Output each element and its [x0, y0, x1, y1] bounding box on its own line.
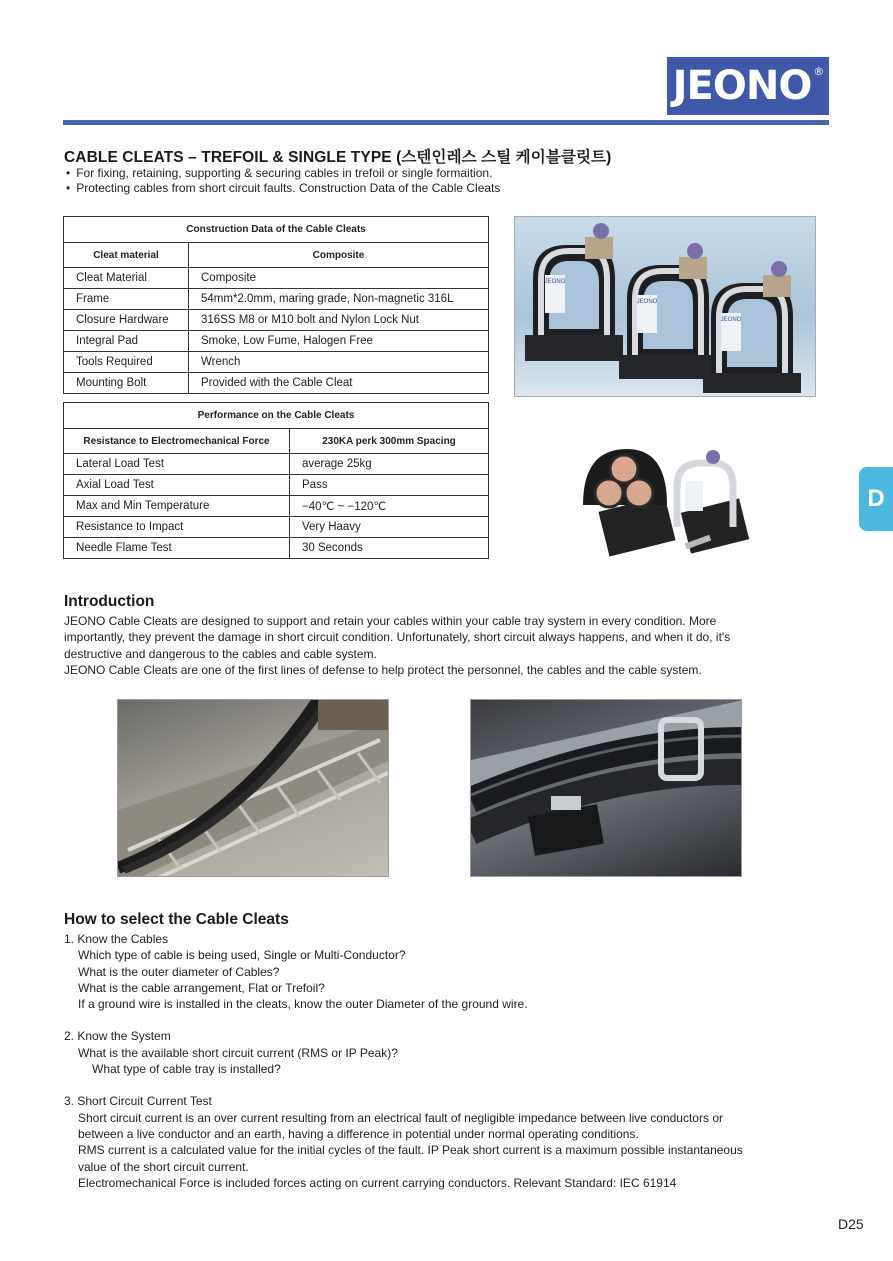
- step-line: between a live conductor and an earth, having a difference in potential under normal operating conditions.: [78, 1126, 639, 1141]
- cleat-label: JEONO: [636, 299, 658, 305]
- introduction-heading: Introduction: [64, 593, 155, 610]
- bullet-item: • Protecting cables from short circuit faults. Construction Data of the Cable Cleats: [66, 181, 500, 196]
- intro-bullets: [66, 166, 500, 196]
- row-value: 54mm*2.0mm, maring grade, Non-magnetic 316L: [189, 289, 489, 310]
- row-value: 316SS M8 or M10 bolt and Nylon Lock Nut: [189, 310, 489, 331]
- construction-table: [63, 216, 489, 394]
- row-label: Cleat Material: [64, 268, 189, 289]
- logo-text: JEONO: [672, 63, 812, 109]
- header-rule: [63, 120, 829, 125]
- column-header: 230KA perk 300mm Spacing: [290, 429, 489, 454]
- row-label: Frame: [64, 289, 189, 310]
- intro-line: destructive and dangerous to the cables and cable system.: [64, 646, 377, 661]
- row-value: Wrench: [189, 352, 489, 373]
- step-line: RMS current is a calculated value for the initial cycles of the fault. IP Peak short current is a maximum possible instantaneous: [78, 1143, 743, 1158]
- row-value: Very Haavy: [290, 517, 489, 538]
- cable-cleat-closeup-photo: [470, 699, 742, 877]
- row-label: Max and Min Temperature: [64, 496, 290, 517]
- table-row: [64, 352, 489, 373]
- step-title: 1. Know the Cables: [64, 932, 169, 946]
- registered-mark: ®: [813, 65, 824, 78]
- cleat-unit: [619, 243, 717, 379]
- page-title: CABLE CLEATS – TREFOIL & SINGLE TYPE (스텐인레스 스틸 케이블클릿트): [64, 149, 612, 166]
- performance-table: [63, 402, 489, 559]
- column-header: Cleat material: [64, 243, 189, 268]
- bullet-item: • For fixing, retaining, supporting & securing cables in trefoil or single formaition.: [66, 166, 500, 181]
- introduction-text: [64, 613, 794, 678]
- table-row: [64, 373, 489, 394]
- step-line: What is the available short circuit current (RMS or IP Peak)?: [78, 1045, 398, 1060]
- step-line: What is the outer diameter of Cables?: [78, 964, 280, 979]
- brand-logo: [667, 57, 829, 115]
- step-line: value of the short circuit current.: [78, 1159, 249, 1174]
- table-row: [64, 268, 489, 289]
- row-value: average 25kg: [290, 454, 489, 475]
- cleat-label: JEONO: [720, 317, 742, 323]
- row-value: 30 Seconds: [290, 538, 489, 559]
- selection-heading: How to select the Cable Cleats: [64, 911, 289, 928]
- row-label: Resistance to Impact: [64, 517, 290, 538]
- row-label: Tools Required: [64, 352, 189, 373]
- cable-cleats-photo: [514, 216, 816, 397]
- table-caption: Performance on the Cable Cleats: [64, 403, 489, 429]
- section-tab[interactable]: D: [859, 467, 893, 531]
- cleat-unit: [703, 261, 801, 393]
- row-value: Composite: [189, 268, 489, 289]
- table-row: [64, 496, 489, 517]
- step-line: Electromechanical Force is included forces acting on current carrying conductors. Relevant Standard: IEC 61914: [78, 1175, 677, 1190]
- trefoil-cleat-photo: [575, 435, 755, 563]
- step-line: Which type of cable is being used, Single or Multi-Conductor?: [78, 948, 406, 963]
- step-title: 2. Know the System: [64, 1029, 171, 1044]
- step-line: If a ground wire is installed in the cleats, know the outer Diameter of the ground wire.: [78, 997, 528, 1012]
- intro-line: importantly, they prevent the damage in short circuit condition. Unfortunately, short circuit always happens, and when it do, it's: [64, 630, 731, 645]
- table-row: [64, 289, 489, 310]
- step-title: 3. Short Circuit Current Test: [64, 1094, 212, 1109]
- selection-guide: [64, 931, 804, 1191]
- row-value: Provided with the Cable Cleat: [189, 373, 489, 394]
- table-row: [64, 331, 489, 352]
- row-label: Lateral Load Test: [64, 454, 290, 475]
- table-row: [64, 475, 489, 496]
- row-label: Closure Hardware: [64, 310, 189, 331]
- row-value: Smoke, Low Fume, Halogen Free: [189, 331, 489, 352]
- row-label: Mounting Bolt: [64, 373, 189, 394]
- step-line: What is the cable arrangement, Flat or Trefoil?: [78, 980, 325, 995]
- table-caption: Construction Data of the Cable Cleats: [64, 217, 489, 243]
- cable-tray-installation-photo: [117, 699, 389, 877]
- page-number: D25: [838, 1216, 864, 1232]
- row-label: Needle Flame Test: [64, 538, 290, 559]
- intro-line: JEONO Cable Cleats are designed to support and retain your cables within your cable tray system in every condition. More: [64, 614, 717, 628]
- table-row: [64, 538, 489, 559]
- table-row: [64, 517, 489, 538]
- intro-line: JEONO Cable Cleats are one of the first lines of defense to help protect the personnel, the cables and the cable system.: [64, 662, 702, 677]
- column-header: Resistance to Electromechanical Force: [64, 429, 290, 454]
- cleat-label: JEONO: [544, 279, 566, 285]
- row-value: −40℃ ~ −120℃: [290, 496, 489, 517]
- row-label: Integral Pad: [64, 331, 189, 352]
- row-value: Pass: [290, 475, 489, 496]
- step-line: What type of cable tray is installed?: [92, 1062, 281, 1077]
- column-header: Composite: [189, 243, 489, 268]
- table-row: [64, 310, 489, 331]
- row-label: Axial Load Test: [64, 475, 290, 496]
- step-line: Short circuit current is an over current resulting from an electrical fault of negligible impedance between live conductors or: [78, 1110, 723, 1125]
- table-row: [64, 454, 489, 475]
- cleat-unit: [525, 223, 623, 361]
